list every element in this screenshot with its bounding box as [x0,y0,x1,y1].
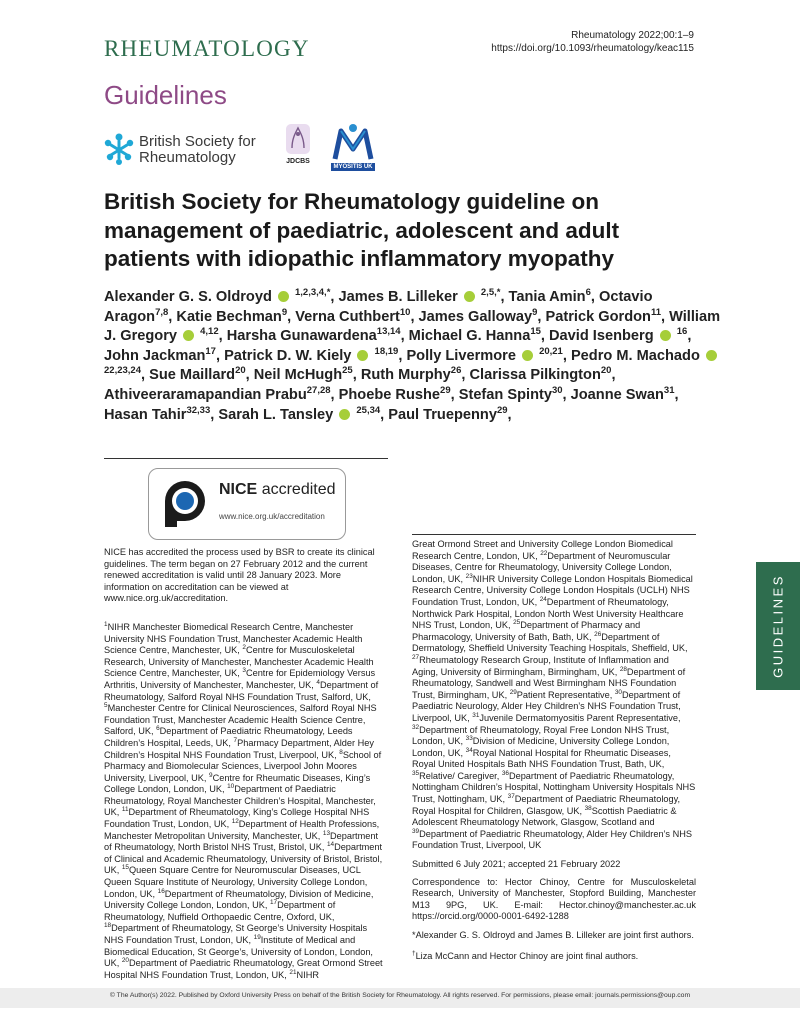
bsr-name: British Society for Rheumatology [139,133,256,166]
myositis-uk-label: MYOSITIS UK [331,163,375,171]
author-name: Paul Truepenny [388,406,497,423]
nice-accredited-badge [148,468,346,540]
divider-left [104,458,388,459]
author-name: Verna Cuthbert [295,308,400,325]
submission-dates: Submitted 6 July 2021; accepted 21 February 2022 [412,858,621,869]
author: Sarah L. Tansley $^{25,34}$, [218,404,389,423]
author: Alexander G. S. Oldroyd $^{1,2,3,4,*}$, [104,287,339,305]
author: Octavio Aragon$^{7,8}$, [104,289,653,325]
author-name: Katie Bechman [176,308,282,325]
author-affiliation: 22,23,24 [104,365,141,377]
column-left [104,547,388,988]
author: Patrick D. W. Kiely $^{18,19}$, [224,345,407,364]
author: Joanne Swan$^{31}$, [570,385,679,403]
author-name: James Galloway [418,308,533,325]
author-name: William J. Gregory [104,308,721,345]
author-affiliation: 20,21 [539,345,563,357]
author: William J. Gregory $^{4,12}$, [104,308,721,345]
author-affiliation: 16 [676,326,688,338]
author-affiliation: 31 [663,385,675,397]
author-affiliation: 11 [650,306,661,318]
author: Harsha Gunawardena$^{13,14}$, [226,326,409,345]
author-name: Sue Maillard [149,367,236,384]
author: Clarissa Pilkington$^{20}$, [469,365,616,384]
author-name: Alexander G. S. Oldroyd [104,289,272,305]
doi-link[interactable]: https://doi.org/10.1093/rheumatology/keac115 [491,43,694,54]
author: Verna Cuthbert$^{10}$, [295,306,419,325]
orcid-icon[interactable] [183,330,194,341]
author-affiliation: 17 [205,345,216,357]
section-label: Guidelines [104,80,227,110]
orcid-icon[interactable] [706,350,717,361]
author-affiliation: 1,2,3,4,* [295,287,331,299]
orcid-icon[interactable] [357,350,368,361]
bsr-star-icon [104,132,134,166]
author: Patrick Gordon$^{11}$, [545,306,670,325]
author-name: Hasan Tahir [104,406,187,423]
author-affiliation: 29 [496,404,508,416]
nice-accredited-text: NICE accredited [219,481,336,498]
author-affiliation: 25,34 [356,404,381,416]
bsr-logo [104,130,274,170]
author-affiliation: 9 [532,306,538,318]
author-name: David Isenberg [549,328,654,345]
author-affiliation: 25 [342,365,353,377]
jdcbs-label: JDCBS [286,158,310,165]
author-affiliation: 4,12 [200,326,219,338]
author: Paul Truepenny$^{29}$, [388,404,512,423]
orcid-icon[interactable] [660,330,671,341]
author-affiliation: 10 [399,306,411,318]
author: James B. Lilleker $^{2,5,*}$, [338,287,509,305]
author: Katie Bechman$^9$, [176,306,296,325]
author-affiliation: 20 [600,365,612,377]
copyright-footer: © The Author(s) 2022. Published by Oxford University Press on behalf of the British Society for Rheumatology. All rights reserved. For permissions, please email: journals.permissions@oup.com [109,992,691,999]
author-affiliation: 15 [530,326,541,338]
journal-name: RHEUMATOLOGY [104,36,310,61]
author-name: Stefan Spinty [458,386,552,403]
author: David Isenberg $^{16}$, [549,326,692,345]
author-name: Polly Livermore [406,347,516,364]
author-name: Patrick D. W. Kiely [224,347,352,364]
author-affiliation: 13,14 [376,326,401,338]
author-list [104,288,724,425]
author-affiliation: 6 [585,287,591,299]
author-affiliation: 7,8 [155,306,169,318]
author-name: Pedro M. Machado [570,347,700,364]
author: Pedro M. Machado $^{22,23,24}$, [104,348,719,384]
divider-right [412,534,696,535]
author: Ruth Murphy$^{26}$, [360,365,470,384]
author: Stefan Spinty$^{30}$, [458,385,571,403]
author-name: Octavio Aragon [104,289,653,325]
author-name: Clarissa Pilkington [469,367,601,384]
orcid-icon[interactable] [278,291,289,302]
orcid-icon[interactable] [464,291,475,302]
author-name: Tania Amin [508,289,586,305]
author-name: Patrick Gordon [545,308,651,325]
author-name: John Jackman [104,347,206,364]
author-name: Phoebe Rushe [338,386,441,403]
myositis-m-icon [331,123,375,161]
orcid-icon[interactable] [522,350,533,361]
author: Michael G. Hanna$^{15}$, [408,326,550,345]
author: Sue Maillard$^{20}$, [149,365,254,384]
orcid-icon[interactable] [339,409,350,420]
author-affiliation: 29 [440,385,451,397]
author: James Galloway$^9$, [418,306,546,325]
author-affiliation: 26 [450,365,462,377]
nice-accreditation-url[interactable]: www.nice.org.uk/accreditation [219,512,325,521]
author-affiliation: 20 [235,365,246,377]
correspondence: Correspondence to: Hector Chinoy, Centre for Musculoskeletal Research, University of Manchester, Stopford Building, Manchester M13 9PG, UK. E-mail: Hector.chinoy@manchester.ac.uk https://orcid.org/0000-0001-6492-1288 [412,876,696,922]
author-affiliation: 2,5,* [480,287,501,299]
author-affiliation: 32,33 [186,404,211,416]
joint-final-note: †Liza McCann and Hector Chinoy are joint final authors. [412,950,639,962]
author-name: Neil McHugh [253,367,343,384]
author-name: Joanne Swan [570,386,664,403]
author-name: Michael G. Hanna [408,328,531,345]
nice-logo-icon [161,477,209,531]
affiliations-part-1: $^1$NIHR Manchester Biomedical Research Centre, Manchester University NHS Foundation Trust, Manchester Academic Health Science Centre, Manchester, UK, $^2$Centre for Musculoskeletal Research, University of Manchester, Manchester Academic Health Science Centre, Manchester, UK, $^3$Centre for Epidemiology Versus Arthritis, University of Manchester, Manchester, UK, $^4$Department of Rheumatology, Salford Royal NHS Foundation Trust, Salford, UK, $^5$Manchester Centre for Clinical Neurosciences, Salford Royal NHS Foundation Trust, Manchester Academic Health Science Centre, Salford, UK, $^6$Department of Paediatric Rheumatology, Leeds Children’s Hospital, Leeds, UK, $^7$Pharmacy Department, Alder Hey Children’s Hospital NHS Foundation Trust, Liverpool, UK, $^8$School of Pharmacy and Biomolecular Sciences, Liverpool John Moores University, Liverpool, UK, $^9$Centre for Rheumatic Diseases, King’s College London, London, UK, $^{10}$Department of Paediatric Rheumatology, Royal Manchester Children’s Hospital, Manchester, UK, $^{11}$Department of Rheumatology, King’s College Hospital NHS Foundation Trust, London, UK, $^{12}$Department of Health Professions, Manchester Metropolitan University, Manchester, UK, $^{13}$Department of Rheumatology, North Bristol NHS Trust, Bristol, UK, $^{14}$Department of Clinical and Academic Rheumatology, University of Bristol, Bristol, UK, $^{15}$Queen Square Centre for Neuromuscular Diseases, UCL Queen Square Institute of Neurology, University College London, London, UK, $^{16}$Department of Rheumatology, Division of Medicine, University College London, London, UK, $^{17}$Department of Rheumatology, Nuffield Orthopaedic Centre, Oxford, UK, $^{18}$Department of Rheumatology, St George’s University Hospitals NHS Foundation Trust, London, UK, $^{19}$Institute of Medical and Biomedical Education, St George’s, University of London, London, UK, $^{20}$Department of Paediatric Rheumatology, Great Ormond Street Hospital NHS Foundation Trust, London, UK, $^{21}$NIHR [104,620,383,980]
article-meta [491,29,694,55]
jdcbs-logo [283,124,313,171]
guidelines-side-tab [756,562,800,690]
side-tab-label: GUIDELINES [770,574,786,678]
author-name: Sarah L. Tansley [218,406,334,423]
author-name: Ruth Murphy [360,367,451,384]
author-affiliation: 9 [281,306,288,318]
author-name: Athiveeraramapandian Prabu [104,386,307,403]
author: Phoebe Rushe$^{29}$, [338,385,459,403]
column-right [412,539,696,969]
article-title: British Society for Rheumatology guideline on management of paediatric, adolescent and adult patients with idiopathic inflammatory myopathy [104,189,620,271]
nice-statement: NICE has accredited the process used by BSR to create its clinical guidelines. The term began on 27 February 2012 and the current renewed accreditation is valid until 28 January 2023. More information on accreditation can be viewed at www.nice.org.uk/accreditation. [104,547,375,604]
author-affiliation: 27,28 [306,385,331,397]
author-name: James B. Lilleker [338,289,458,305]
author-name: Harsha Gunawardena [226,328,377,345]
author: Tania Amin$^6$, [508,287,599,305]
affiliations-part-2: Great Ormond Street and University College London Biomedical Research Centre, London, UK, $^{22}$Department of Neuromuscular Diseases, Centre for Rheumatology, University College London, London, UK, $^{23}$NIHR University College London Hospitals Biomedical Research Centre, University College London Hospitals (UCLH) NHS Foundation Trust, London, UK, $^{24}$Department of Rheumatology, Northwick Park Hospital, London North West University Healthcare NHS Trust, London, UK, $^{25}$Department of Pharmacy and Pharmacology, University of Bath, Bath, UK, $^{26}$Department of Dermatology, Sheffield University Teaching Hospitals, Sheffield, UK, $^{27}$Rheumatology Research Group, Institute of Inflammation and Aging, University of Birmingham, Birmingham, UK, $^{28}$Department of Rheumatology, Sandwell and West Birmingham NHS Foundation Trust, Birmingham, UK, $^{29}$Patient Representative, $^{30}$Department of Paediatric Neurology, Alder Hey Children’s NHS Foundation Trust, Liverpool, UK, $^{31}$Juvenile Dermatomyositis Parent Representative, $^{32}$Department of Rheumatology, Royal Free London NHS Trust, London, UK, $^{33}$Division of Medicine, University College London, London, UK, $^{34}$Royal National Hospital for Rheumatic Diseases, Royal United Hospitals Bath NHS Foundation Trust, Bath, UK, $^{35}$Relative/ Caregiver, $^{36}$Department of Paediatric Rheumatology, Nottingham Children’s Hospital, Nottingham University Hospitals NHS Trust, Nottingham, UK, $^{37}$Department of Paediatric Rheumatology, Royal Hospital for Children, Glasgow, UK, $^{38}$Scottish Paediatric & Adolescent Rheumatology Network, Glasgow, Scotland and $^{39}$Department of Paediatric Rheumatology, Alder Hey Children’s NHS Foundation Trust, Liverpool, UK [412,539,696,851]
author: Neil McHugh$^{25}$, [253,365,361,384]
jdcbs-mark-icon [286,124,310,154]
myositis-uk-logo [331,123,375,171]
citation: Rheumatology 2022;00:1–9 [571,30,694,41]
author: Polly Livermore $^{20,21}$, [406,345,571,364]
author-affiliation: 18,19 [374,345,399,357]
joint-first-note: *Alexander G. S. Oldroyd and James B. Lilleker are joint first authors. [412,929,694,940]
author: John Jackman$^{17}$, [104,345,225,364]
author-affiliation: 30 [551,385,563,397]
author: Hasan Tahir$^{32,33}$, [104,404,219,423]
author: Athiveeraramapandian Prabu$^{27,28}$, [104,385,339,403]
